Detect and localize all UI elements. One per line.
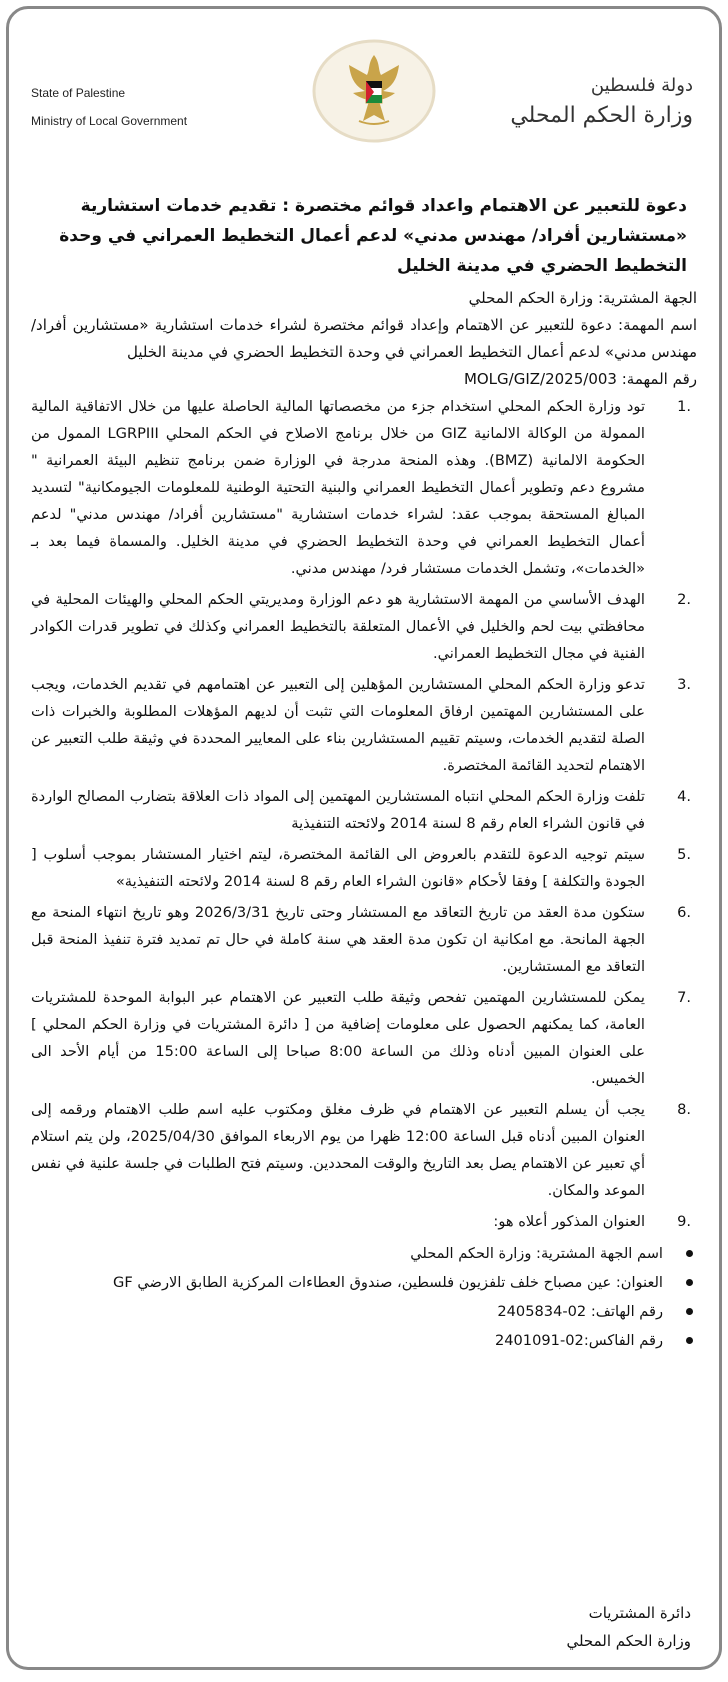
ministry-name-ar: وزارة الحكم المحلي xyxy=(510,103,693,128)
header-arabic xyxy=(510,73,693,133)
address-item xyxy=(31,1297,697,1326)
announcement-body xyxy=(31,191,697,1355)
list-item xyxy=(31,841,697,895)
item-number: 8. xyxy=(677,1101,691,1118)
task-name: اسم المهمة: دعوة للتعبير عن الاهتمام وإعداد قوائم مختصرة لشراء خدمات استشارية «مستشارين أفراد/ مهندس مدني» لدعم أعمال التخطيط العمراني في وحدة التخطيط الحضري في مدينة الخليل xyxy=(31,316,697,361)
item-text: تدعو وزارة الحكم المحلي المستشارين المؤهلين إلى التعبير عن اهتمامهم في تقديم الخدمات، ويجب على المستشارين المهتمين ارفاق المعلومات التي تثبت أن لديهم المؤهلات المطلوبة والخبرات ذات الصلة لتقديم الخدمات، وسيتم تقييم المستشارين بناء على المعايير المحددة في وثيقة طلب التعبير عن الاهتمام لتحديد القائمة المختصرة. xyxy=(31,676,645,774)
item-text: يجب أن يسلم التعبير عن الاهتمام في ظرف مغلق ومكتوب عليه اسم طلب الاهتمام ورقمه إلى العنوان المبين أدناه قبل الساعة 12:00 ظهرا من يوم الاربعاء الموافق 2025/04/30، ولن يتم استلام أي تعبير عن الاهتمام يصل بعد التاريخ والوقت المحددين. وسيتم فتح الطلبات في جلسة علنية في نفس الموعد والمكان. xyxy=(31,1101,645,1199)
ministry-signature: وزارة الحكم المحلي xyxy=(566,1632,691,1650)
list-item xyxy=(31,393,697,582)
list-item xyxy=(31,783,697,837)
list-item xyxy=(31,1208,697,1235)
item-number: 7. xyxy=(677,989,691,1006)
item-text: تود وزارة الحكم المحلي استخدام جزء من مخصصاتها المالية الحاصلة عليها من خلال الاتفاقية المالية الممولة من الوكالة الالمانية GIZ من خلال برنامج الاصلاح في الحكم المحلي LGRPIII الممول من الحكومة الالمانية (BMZ). وهذه المنحة مدرجة في الوزارة ضمن برنامج تنظيم البيئة العمرانية " مشروع دعم وتطوير أعمال التخطيط العمراني والبنية التحتية الوطنية للمعلومات الجيومكانية" لتسديد المبالغ المستحقة بموجب عقد: لشراء خدمات استشارية "مستشارين أفراد/ مهندس مدني" لدعم أعمال التخطيط العمراني في وحدة التخطيط الحضري في مدينة الخليل. والمسماة فيما بعد بـ «الخدمات»، وتشمل الخدمات مستشار فرد/ مهندس مدني. xyxy=(31,398,645,577)
address-list xyxy=(31,1239,697,1355)
header-english xyxy=(31,79,187,135)
item-text: يمكن للمستشارين المهتمين تفحص وثيقة طلب التعبير عن الاهتمام عبر البوابة الموحدة للمشتريات العامة، كما يمكنهم الحصول على معلومات إضافية من [ دائرة المشتريات في وزارة الحكم المحلي ] على العنوان المبين أدناه وذلك من الساعة 8:00 صباحا إلى الساعة 15:00 من أيام الأحد الى الخميس. xyxy=(31,989,645,1087)
address-text: رقم الهاتف: 02-2405834 xyxy=(497,1303,663,1320)
department-name: دائرة المشتريات xyxy=(588,1604,691,1622)
bullet-icon xyxy=(686,1250,693,1257)
item-text: سيتم توجيه الدعوة للتقدم بالعروض الى القائمة المختصرة، ليتم اختيار المستشار بموجب أسلوب [ الجودة والتكلفة ] وفقا لأحكام «قانون الشراء العام رقم 8 لسنة 2014 ولائحته التنفيذية» xyxy=(31,846,645,890)
list-item xyxy=(31,899,697,980)
item-number: 6. xyxy=(677,904,691,921)
address-text: اسم الجهة المشترية: وزارة الحكم المحلي xyxy=(410,1245,663,1262)
list-item xyxy=(31,1096,697,1204)
address-item xyxy=(31,1326,697,1355)
palestine-emblem-icon xyxy=(309,35,439,143)
state-name-ar: دولة فلسطين xyxy=(590,75,693,96)
list-item xyxy=(31,671,697,779)
task-number: رقم المهمة: MOLG/GIZ/2025/003 xyxy=(463,370,697,388)
signature-block xyxy=(566,1599,691,1655)
address-text: رقم الفاكس:02-2401091 xyxy=(494,1332,663,1349)
item-text: تلفت وزارة الحكم المحلي انتباه المستشارين المهتمين إلى المواد ذات العلاقة بتضارب المصالح الواردة في قانون الشراء العام رقم 8 لسنة 2014 ولائحته التنفيذية xyxy=(31,788,645,832)
bullet-icon xyxy=(686,1337,693,1344)
ministry-name-en: Ministry of Local Government xyxy=(31,114,188,128)
item-number: 1. xyxy=(677,398,691,415)
address-item xyxy=(31,1268,697,1297)
item-number: 9. xyxy=(677,1213,691,1230)
item-number: 3. xyxy=(677,676,691,693)
item-number: 5. xyxy=(677,846,691,863)
list-item xyxy=(31,984,697,1092)
list-item xyxy=(31,586,697,667)
purchaser-line: الجهة المشترية: وزارة الحكم المحلي xyxy=(468,289,697,307)
bullet-icon xyxy=(686,1279,693,1286)
announcement-page xyxy=(6,6,722,1670)
item-number: 2. xyxy=(677,591,691,608)
address-text: العنوان: عين مصباح خلف تلفزيون فلسطين، صندوق العطاءات المركزية الطابق الارضي GF xyxy=(113,1274,663,1291)
state-name-en: State of Palestine xyxy=(31,86,126,100)
clauses-list xyxy=(31,393,697,1235)
item-number: 4. xyxy=(677,788,691,805)
item-text: ستكون مدة العقد من تاريخ التعاقد مع المستشار وحتى تاريخ 2026/3/31 وهو تاريخ انتهاء المنحة مع الجهة المانحة. مع امكانية ان تكون مدة العقد هي سنة كاملة في حال تم تمديد فترة تنفيذ المنحة قبل التعاقد مع المستشارين. xyxy=(31,904,645,975)
address-item xyxy=(31,1239,697,1268)
item-text: الهدف الأساسي من المهمة الاستشارية هو دعم الوزارة ومديريتي الحكم المحلي والهيئات المحلية في محافظتي بيت لحم والخليل في الأعمال المتعلقة بالتخطيط العمراني وكذلك في تطوير قدرات الكوادر الفنية في مجال التخطيط العمراني. xyxy=(31,591,645,662)
announcement-title: دعوة للتعبير عن الاهتمام واعداد قوائم مختصرة : تقديم خدمات استشارية «مستشارين أفراد/ مهندس مدني» لدعم أعمال التخطيط العمراني في وحدة التخطيط الحضري في مدينة الخليل xyxy=(59,196,687,276)
item-text: العنوان المذكور أعلاه هو: xyxy=(493,1213,645,1230)
bullet-icon xyxy=(686,1308,693,1315)
